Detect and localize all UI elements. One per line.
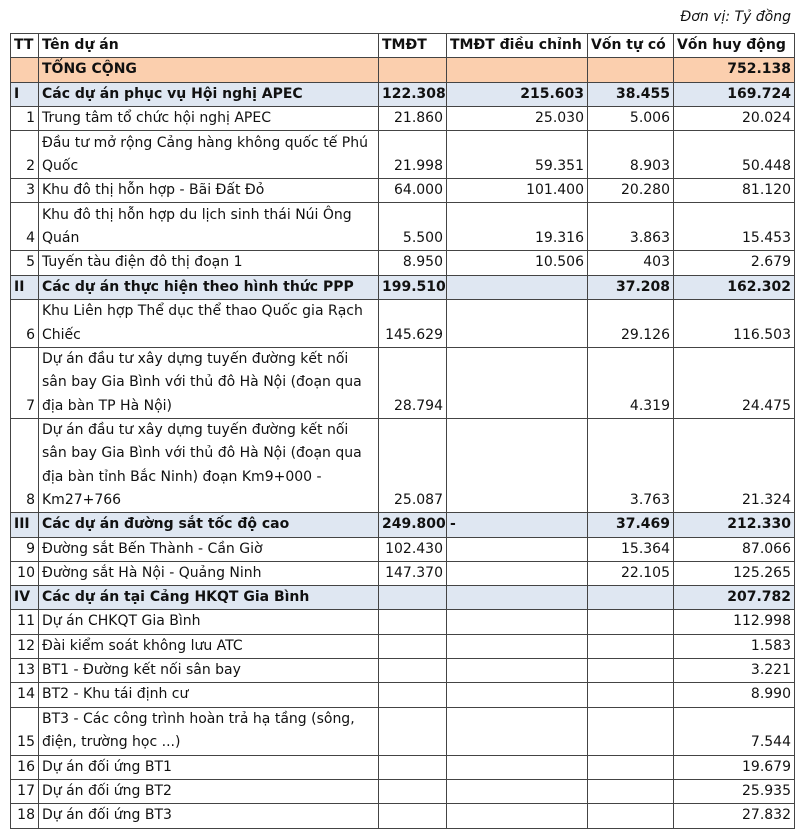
own-capital-cell [588,610,674,634]
tmdt-adjusted-cell: 25.030 [447,106,588,130]
own-capital-cell: 3.763 [588,419,674,513]
tmdt-cell: 5.500 [379,203,447,251]
group-row [11,82,795,106]
project-name-cell: Tuyến tàu điện đô thị đoạn 1 [39,251,379,275]
mobilized-capital-cell: 207.782 [674,586,795,610]
tmdt-adjusted-cell [447,707,588,755]
own-capital-cell: 20.280 [588,179,674,203]
project-name-cell: BT1 - Đường kết nối sân bay [39,659,379,683]
tmdt-cell: 147.370 [379,561,447,585]
mobilized-capital-cell: 25.935 [674,779,795,803]
own-capital-cell: 22.105 [588,561,674,585]
mobilized-capital-cell: 20.024 [674,106,795,130]
table-row [11,683,795,707]
project-name-cell: Dự án đầu tư xây dựng tuyến đường kết nối sân bay Gia Bình với thủ đô Hà Nội (đoạn qua địa bàn TP Hà Nội) [39,348,379,419]
mobilized-capital-cell: 1.583 [674,634,795,658]
table-row [11,537,795,561]
tmdt-cell: 25.087 [379,419,447,513]
tmdt-adjusted-cell [447,683,588,707]
mobilized-capital-cell: 169.724 [674,82,795,106]
table-row [11,634,795,658]
table-row [11,659,795,683]
table-body [11,58,795,828]
tmdt-adjusted-cell [447,348,588,419]
tmdt-cell [379,755,447,779]
header-project-name: Tên dự án [39,34,379,58]
mobilized-capital-cell: 81.120 [674,179,795,203]
group-row [11,275,795,299]
table-row [11,131,795,179]
project-name-cell: Dự án đối ứng BT3 [39,804,379,828]
tmdt-adjusted-cell [447,58,588,82]
table-row [11,610,795,634]
tt-cell: 18 [11,804,39,828]
mobilized-capital-cell: 87.066 [674,537,795,561]
tmdt-adjusted-cell: 19.316 [447,203,588,251]
tmdt-cell: 64.000 [379,179,447,203]
tt-cell: 17 [11,779,39,803]
tt-cell: 4 [11,203,39,251]
tt-cell: 10 [11,561,39,585]
tmdt-cell: 28.794 [379,348,447,419]
mobilized-capital-cell: 212.330 [674,513,795,537]
project-name-cell: Đầu tư mở rộng Cảng hàng không quốc tế Phú Quốc [39,131,379,179]
tmdt-cell [379,610,447,634]
project-name-cell: BT3 - Các công trình hoàn trả hạ tầng (sông, điện, trường học ...) [39,707,379,755]
tt-cell: 1 [11,106,39,130]
project-name-cell: Đài kiểm soát không lưu ATC [39,634,379,658]
mobilized-capital-cell: 2.679 [674,251,795,275]
tmdt-cell [379,707,447,755]
project-name-cell: Dự án đối ứng BT2 [39,779,379,803]
table-row [11,804,795,828]
mobilized-capital-cell: 19.679 [674,755,795,779]
project-name-cell: Dự án đối ứng BT1 [39,755,379,779]
own-capital-cell: 37.469 [588,513,674,537]
mobilized-capital-cell: 125.265 [674,561,795,585]
table-row [11,707,795,755]
table-row [11,755,795,779]
tt-cell: II [11,275,39,299]
own-capital-cell: 403 [588,251,674,275]
tmdt-adjusted-cell: - [447,513,588,537]
tmdt-cell [379,634,447,658]
tmdt-adjusted-cell [447,755,588,779]
own-capital-cell: 29.126 [588,300,674,348]
own-capital-cell [588,755,674,779]
mobilized-capital-cell: 24.475 [674,348,795,419]
tmdt-cell [379,586,447,610]
mobilized-capital-cell: 116.503 [674,300,795,348]
project-name-cell: Khu đô thị hỗn hợp - Bãi Đất Đỏ [39,179,379,203]
tt-cell [11,58,39,82]
tmdt-cell [379,779,447,803]
tt-cell: 12 [11,634,39,658]
group-row [11,586,795,610]
tt-cell: 13 [11,659,39,683]
tmdt-adjusted-cell [447,419,588,513]
header-tmdt: TMĐT [379,34,447,58]
project-name-cell: Khu Liên hợp Thể dục thể thao Quốc gia Rạch Chiếc [39,300,379,348]
tt-cell: 16 [11,755,39,779]
tt-cell: 3 [11,179,39,203]
tmdt-cell: 199.510 [379,275,447,299]
tt-cell: 5 [11,251,39,275]
own-capital-cell [588,804,674,828]
table-row [11,348,795,419]
tt-cell: III [11,513,39,537]
table-row [11,419,795,513]
own-capital-cell [588,634,674,658]
own-capital-cell: 3.863 [588,203,674,251]
tmdt-adjusted-cell [447,537,588,561]
tmdt-adjusted-cell: 215.603 [447,82,588,106]
project-name-cell: Dự án CHKQT Gia Bình [39,610,379,634]
tmdt-adjusted-cell: 59.351 [447,131,588,179]
unit-label: Đơn vị: Tỷ đồng [680,9,791,25]
own-capital-cell [588,586,674,610]
table-row [11,106,795,130]
own-capital-cell: 5.006 [588,106,674,130]
mobilized-capital-cell: 7.544 [674,707,795,755]
own-capital-cell [588,707,674,755]
project-name-cell: Đường sắt Hà Nội - Quảng Ninh [39,561,379,585]
own-capital-cell: 15.364 [588,537,674,561]
tt-cell: IV [11,586,39,610]
project-name-cell: BT2 - Khu tái định cư [39,683,379,707]
own-capital-cell [588,779,674,803]
mobilized-capital-cell: 21.324 [674,419,795,513]
own-capital-cell [588,683,674,707]
project-name-cell: Đường sắt Bến Thành - Cần Giờ [39,537,379,561]
tmdt-adjusted-cell: 101.400 [447,179,588,203]
tmdt-adjusted-cell [447,300,588,348]
table-row [11,300,795,348]
mobilized-capital-cell: 162.302 [674,275,795,299]
project-name-cell: Các dự án đường sắt tốc độ cao [39,513,379,537]
table-row [11,251,795,275]
project-name-cell: TỔNG CỘNG [39,58,379,82]
project-capital-table [10,33,795,829]
tmdt-adjusted-cell [447,586,588,610]
tmdt-adjusted-cell [447,659,588,683]
mobilized-capital-cell: 8.990 [674,683,795,707]
tmdt-cell: 8.950 [379,251,447,275]
tmdt-cell [379,58,447,82]
project-name-cell: Trung tâm tổ chức hội nghị APEC [39,106,379,130]
tmdt-adjusted-cell: 10.506 [447,251,588,275]
tmdt-adjusted-cell [447,610,588,634]
tt-cell: 8 [11,419,39,513]
header-tt: TT [11,34,39,58]
tmdt-cell [379,659,447,683]
project-name-cell: Các dự án phục vụ Hội nghị APEC [39,82,379,106]
tmdt-cell: 21.860 [379,106,447,130]
tmdt-cell: 102.430 [379,537,447,561]
own-capital-cell [588,58,674,82]
mobilized-capital-cell: 3.221 [674,659,795,683]
project-name-cell: Các dự án thực hiện theo hình thức PPP [39,275,379,299]
header-mobilized-capital: Vốn huy động [674,34,795,58]
table-row [11,561,795,585]
own-capital-cell: 8.903 [588,131,674,179]
project-name-cell: Các dự án tại Cảng HKQT Gia Bình [39,586,379,610]
header-own-capital: Vốn tự có [588,34,674,58]
own-capital-cell [588,659,674,683]
tmdt-cell [379,683,447,707]
header-row [11,34,795,58]
tt-cell: 7 [11,348,39,419]
tt-cell: 9 [11,537,39,561]
tmdt-adjusted-cell [447,275,588,299]
table-row [11,203,795,251]
project-name-cell: Khu đô thị hỗn hợp du lịch sinh thái Núi Ông Quán [39,203,379,251]
tmdt-cell: 21.998 [379,131,447,179]
tt-cell: 15 [11,707,39,755]
own-capital-cell: 38.455 [588,82,674,106]
tt-cell: 6 [11,300,39,348]
tmdt-cell: 249.800 [379,513,447,537]
tt-cell: 14 [11,683,39,707]
own-capital-cell: 37.208 [588,275,674,299]
mobilized-capital-cell: 27.832 [674,804,795,828]
tmdt-cell: 122.308 [379,82,447,106]
tmdt-cell [379,804,447,828]
tmdt-adjusted-cell [447,779,588,803]
tmdt-adjusted-cell [447,804,588,828]
table-row [11,179,795,203]
tt-cell: I [11,82,39,106]
tt-cell: 2 [11,131,39,179]
mobilized-capital-cell: 15.453 [674,203,795,251]
tmdt-cell: 145.629 [379,300,447,348]
tmdt-adjusted-cell [447,634,588,658]
mobilized-capital-cell: 50.448 [674,131,795,179]
total-row [11,58,795,82]
tmdt-adjusted-cell [447,561,588,585]
group-row [11,513,795,537]
header-tmdt-adjusted: TMĐT điều chỉnh [447,34,588,58]
project-name-cell: Dự án đầu tư xây dựng tuyến đường kết nối sân bay Gia Bình với thủ đô Hà Nội (đoạn qua địa bàn tỉnh Bắc Ninh) đoạn Km9+000 - Km27+766 [39,419,379,513]
mobilized-capital-cell: 112.998 [674,610,795,634]
own-capital-cell: 4.319 [588,348,674,419]
tt-cell: 11 [11,610,39,634]
table-row [11,779,795,803]
mobilized-capital-cell: 752.138 [674,58,795,82]
